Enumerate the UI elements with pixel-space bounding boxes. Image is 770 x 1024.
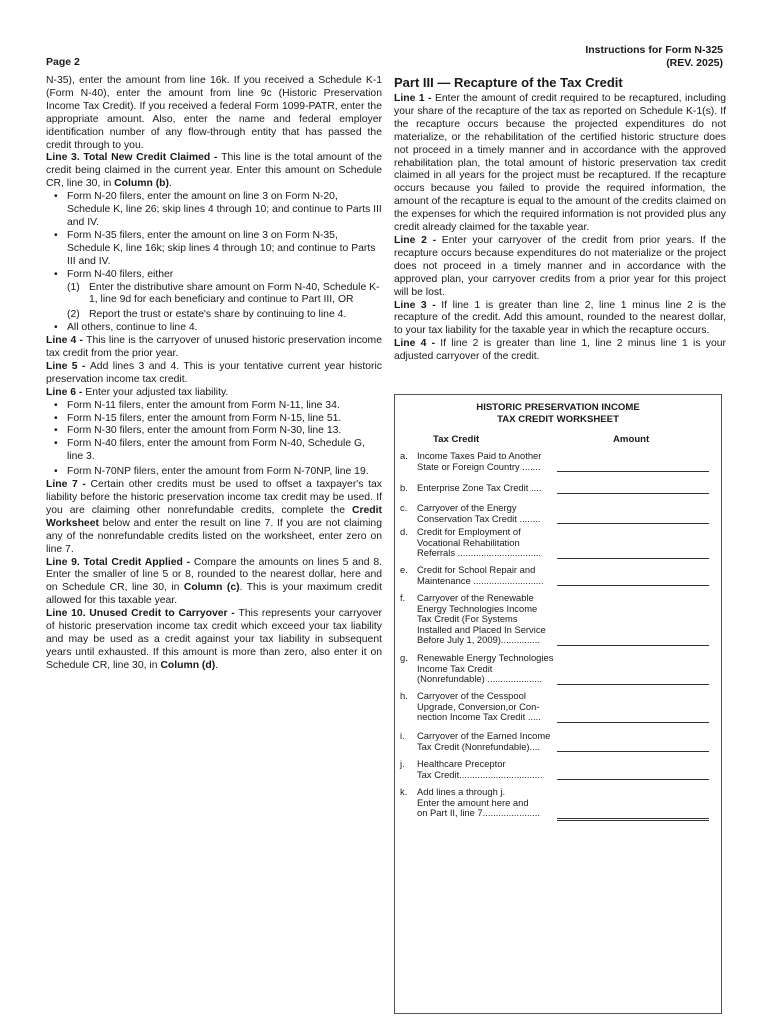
row-description	[417, 565, 557, 586]
row-description-line: Installed and Placed In Service	[417, 623, 546, 635]
amount-field[interactable]	[557, 722, 709, 723]
form-title: Instructions for Form N-325	[585, 44, 723, 56]
line3-sublist	[46, 282, 382, 323]
recapture-line2	[394, 235, 726, 300]
row-description-line: on Part II, line 7......................	[417, 807, 540, 819]
line9-label: Line 9. Total Credit Applied -	[46, 556, 194, 568]
line6-label: Line 6 -	[46, 386, 86, 398]
credit-worksheet	[394, 394, 722, 1014]
sub-text: Enter the distributive share amount on Form N-40, Schedule K-1, line 9d for each beneficiary and continue to Part III, OR	[89, 281, 380, 306]
row-letter: g.	[400, 652, 408, 663]
recapture-line2-text: Enter your carryover of the credit from prior years. If the recapture occurs because expenditures do not materialize or the project does not proceed in a timely manner and in accordance with the approved plan, your carryover credits from a prior year for this project will be lost.	[394, 234, 726, 298]
line3-column: Column (b)	[114, 178, 169, 190]
line3-bullets	[46, 191, 382, 281]
amount-field[interactable]	[557, 684, 709, 685]
row-description-line: Healthcare Preceptor	[417, 758, 506, 769]
line10-end: .	[215, 659, 219, 671]
line10-paragraph	[46, 608, 382, 673]
worksheet-title-line1: HISTORIC PRESERVATION INCOME	[476, 402, 640, 413]
list-item: • Form N-15 filers, enter the amount from Form N-15, line 51.	[46, 413, 382, 426]
sub-number: (1)	[67, 281, 80, 293]
row-description-line: Energy Technologies Income	[417, 602, 538, 614]
row-description	[417, 653, 557, 685]
amount-field[interactable]	[557, 493, 709, 494]
row-description-line: Carryover of the Energy	[417, 502, 517, 513]
row-description-line: (Nonrefundable) .....................	[417, 673, 543, 685]
amount-field[interactable]	[557, 523, 709, 524]
line7-text: Certain other credits must be used to offset a taxpayer's tax liability before the historic preservation income tax credit may be used. If you are claiming other nonrefundable credits, complete the	[46, 479, 382, 516]
row-description-line: Carryover of the Earned Income	[417, 730, 551, 741]
line9-column: Column (c)	[183, 582, 240, 594]
intro-paragraph: N-35), enter the amount from line 16k. If you received a Schedule K-1 (Form N-40), enter the amount from line 9c (Historic Preservation Income Tax Credit). If you received a federal Form 1099-PATR, enter the appropriate amount. Also, enter the name and federal employer identification number of any flow-through entity that has passed the credit through to you.	[46, 75, 382, 151]
row-description	[417, 691, 557, 723]
line10-column: Column (d)	[160, 659, 216, 671]
row-description	[417, 451, 557, 472]
left-column	[46, 75, 382, 673]
worksheet-title	[395, 402, 721, 426]
list-item: • Form N-70NP filers, enter the amount from Form N-70NP, line 19.	[46, 466, 382, 479]
sub-text: Report the trust or estate's share by continuing to line 4.	[89, 309, 347, 321]
list-item: • Form N-40 filers, enter the amount from Form N-40, Schedule G, line 3.	[46, 438, 382, 464]
line3-paragraph	[46, 152, 382, 191]
amount-field[interactable]	[557, 558, 709, 559]
row-description-line: Add lines a through j.	[417, 786, 506, 797]
recapture-line4-label: Line 4 -	[394, 338, 441, 350]
row-description-line: Upgrade, Conversion,or Con-	[417, 700, 540, 712]
row-letter: c.	[400, 502, 408, 513]
row-description-line: Vocational Rehabilitation	[417, 536, 520, 548]
row-description-line: Income Tax Credit	[417, 662, 493, 674]
recapture-line3-text: If line 1 is greater than line 2, line 1 minus line 2 is the recapture of the credit. Add this amount, rounded to the nearest dollar, to your tax liability for the taxable year in which the recapture occurs.	[394, 299, 726, 337]
row-description-line: Enter the amount here and	[417, 796, 529, 808]
row-letter: e.	[400, 564, 408, 575]
recapture-line4-text: If line 2 is greater than line 1, line 2 minus line 1 is your adjusted carryover of the credit.	[394, 338, 726, 363]
row-description-line: Tax Credit (For Systems	[417, 613, 518, 625]
line3-label: Line 3. Total New Credit Claimed -	[46, 152, 222, 164]
row-description-line: Credit for School Repair and	[417, 564, 536, 575]
row-description-line: State or Foreign Country .......	[417, 460, 541, 472]
row-letter: d.	[400, 526, 408, 537]
row-description	[417, 483, 557, 494]
row-letter: f.	[400, 592, 406, 603]
list-item	[67, 282, 382, 308]
row-description-line: Tax Credit................................	[417, 768, 543, 780]
line7-paragraph	[46, 479, 382, 556]
row-letter: b.	[400, 482, 408, 493]
worksheet-title-line2: TAX CREDIT WORKSHEET	[497, 414, 619, 425]
line6-text: Enter your adjusted tax liability.	[85, 386, 229, 398]
recapture-line1-text: Enter the amount of credit required to be recaptured, including your share of the recapture of the tax as reported on Schedule K-1(s). If the recapture occurs because the projected expenditures do not materialize, or the rehabilitation of the certified historic structure does not proceed in a timely manner and in accordance with the approved rehabilitation plan, the total amount of historic preservation tax credit claimed in all years for the project must be recaptured. If the recapture occurs because you failed to provide the required information, the amount of the recapture is equal to the amount of the credits claimed on the expenses for which the required information is not provided plus any credit already claimed for the taxable year.	[394, 93, 726, 234]
amount-field[interactable]	[557, 751, 709, 752]
amount-field[interactable]	[557, 818, 709, 821]
row-description-line: Carryover of the Renewable	[417, 592, 534, 603]
line3-text: This line is the total amount of the credit being claimed in the current year. Enter this amount on Schedule CR, line 30, in	[46, 152, 382, 190]
row-description	[417, 503, 557, 524]
amount-field[interactable]	[557, 471, 709, 472]
form-header	[585, 44, 723, 70]
amount-field[interactable]	[557, 585, 709, 586]
line9-paragraph	[46, 557, 382, 609]
recapture-line3	[394, 300, 726, 339]
line10-text: This represents your carryover of historic preservation income tax credit which exceed your tax liability and may be used as a credit against your tax liability in subsequent years until exhausted. If this amount is more than zero, also enter it on Schedule CR, line 30, in	[46, 608, 382, 671]
row-description-line: Referrals ................................	[417, 547, 541, 559]
line5-paragraph	[46, 361, 382, 387]
row-description	[417, 759, 557, 780]
recapture-line1-label: Line 1 -	[394, 93, 435, 104]
line4-paragraph	[46, 335, 382, 361]
line7-text-cont: below and enter the result on line 7. If you are not claiming any of the nonrefundable credits listed on the worksheet, enter zero on line 7.	[46, 517, 382, 555]
row-letter: i.	[400, 730, 405, 741]
row-letter: j.	[400, 758, 405, 769]
column-header-amount: Amount	[613, 434, 650, 445]
row-description	[417, 787, 557, 819]
line7-worksheet-ref: Credit Worksheet	[46, 504, 382, 529]
sub-number: (2)	[67, 309, 80, 321]
line6-bullets	[46, 400, 382, 479]
row-letter: k.	[400, 786, 408, 797]
row-description	[417, 593, 557, 646]
row-description-line: Income Taxes Paid to Another	[417, 450, 542, 461]
row-description-line: Renewable Energy Technologies	[417, 652, 554, 663]
page-number: Page 2	[46, 56, 80, 68]
list-item: • Form N-35 filers, enter the amount on line 3 on Form N-35, Schedule K, line 16k; skip lines 4 through 10; and continue to Parts III and IV.	[46, 230, 382, 269]
row-description-line: Before July 1, 2009)...............	[417, 634, 540, 646]
line6-paragraph	[46, 387, 382, 400]
part3-title: Part III — Recapture of the Tax Credit	[394, 75, 623, 90]
row-description-line: Conservation Tax Credit ........	[417, 512, 541, 524]
line3-last-bullet	[46, 322, 382, 335]
recapture-line2-label: Line 2 -	[394, 234, 442, 246]
line3-end: .	[168, 178, 172, 190]
form-revision: (REV. 2025)	[666, 57, 723, 69]
worksheet-header	[395, 434, 721, 448]
list-item: • All others, continue to line 4.	[46, 322, 382, 335]
row-letter: a.	[400, 450, 408, 461]
list-item	[67, 309, 382, 322]
list-item: • Form N-20 filers, enter the amount on line 3 on Form N-20, Schedule K, line 26; skip lines 4 through 10; and continue to Parts III and IV.	[46, 191, 382, 230]
recapture-line1	[394, 93, 726, 235]
row-description-line: Enterprise Zone Tax Credit ....	[417, 482, 542, 493]
row-description-line: Carryover of the Cesspool	[417, 690, 526, 701]
line9-text-cont: . This is your maximum credit allowed for this taxable year.	[46, 582, 382, 607]
row-description-line: Tax Credit (Nonrefundable)....	[417, 740, 540, 752]
line9-text: Compare the amounts on lines 5 and 8. Enter the smaller of line 5 or 8, rounded to the nearest dollar, here and on Schedule CR, line 30, in	[46, 556, 382, 594]
list-item: • Form N-40 filers, either	[46, 269, 382, 282]
row-description	[417, 731, 557, 752]
column-header-tax-credit: Tax Credit	[433, 434, 480, 445]
row-description-line: nection Income Tax Credit .....	[417, 711, 541, 723]
recapture-line4	[394, 338, 726, 364]
line5-label: Line 5 -	[46, 360, 90, 372]
row-description	[417, 527, 557, 559]
list-item: • Form N-30 filers, enter the amount from Form N-30, line 13.	[46, 425, 382, 438]
line5-text: Add lines 3 and 4. This is your tentative current year historic preservation income tax credit.	[46, 360, 382, 385]
line7-label: Line 7 -	[46, 479, 91, 491]
recapture-line3-label: Line 3 -	[394, 299, 442, 311]
row-description-line: Credit for Employment of	[417, 526, 521, 537]
row-description-line: Maintenance ...........................	[417, 574, 544, 586]
right-column	[394, 75, 726, 364]
amount-field[interactable]	[557, 779, 709, 780]
row-letter: h.	[400, 690, 408, 701]
amount-field[interactable]	[557, 645, 709, 646]
line10-label: Line 10. Unused Credit to Carryover -	[46, 608, 239, 620]
list-item: • Form N-11 filers, enter the amount from Form N-11, line 34.	[46, 400, 382, 413]
line4-label: Line 4 -	[46, 335, 87, 347]
line4-text: This line is the carryover of unused historic preservation income tax credit from the prior year.	[46, 335, 382, 360]
